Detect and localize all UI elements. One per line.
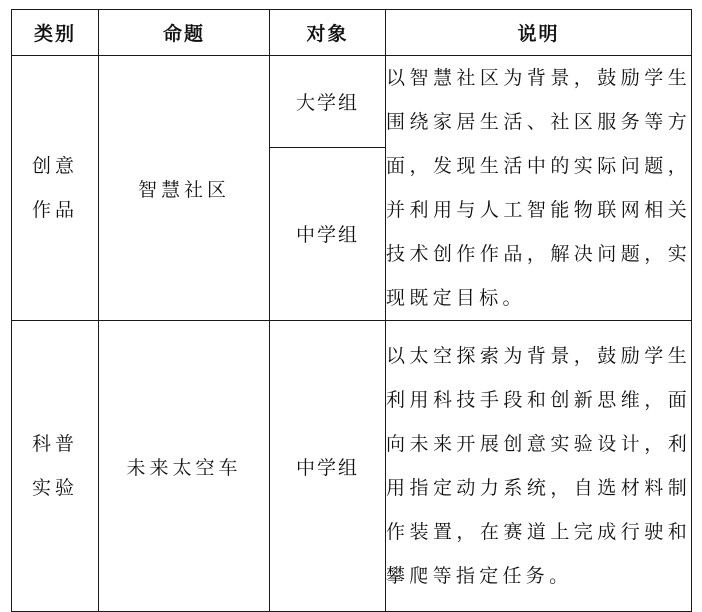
header-description: 说明 [386,10,692,56]
topic-cell: 智慧社区 [99,56,270,321]
description-text: 以智慧社区为背景，鼓励学生围绕家居生活、社区服务等方面，发现生活中的实际问题，并利用与人工智能物联网相关技术创作作品，解决问题，实现既定目标。 [386,67,691,309]
header-audience: 对象 [270,10,386,56]
competition-table [11,9,692,612]
topic-cell: 未来太空车 [99,321,270,612]
category-line: 实验 [31,477,78,499]
header-topic: 命题 [99,10,270,56]
header-row [12,10,692,56]
description-cell [386,321,692,612]
category-line: 作品 [31,199,78,221]
category-line: 科普 [31,433,78,455]
category-cell [12,56,99,321]
header-category: 类别 [12,10,99,56]
audience-cell: 中学组 [270,147,386,320]
description-text: 以太空探索为背景，鼓励学生利用科技手段和创新思维，面向未来开展创意实验设计，利用指定动力系统，自选材料制作装置，在赛道上完成行驶和攀爬等指定任务。 [386,345,691,587]
category-cell [12,321,99,612]
audience-cell: 大学组 [270,56,386,148]
audience-cell: 中学组 [270,321,386,612]
category-line: 创意 [31,155,78,177]
table-row [12,321,692,612]
description-cell [386,56,692,321]
table-row [12,56,692,148]
